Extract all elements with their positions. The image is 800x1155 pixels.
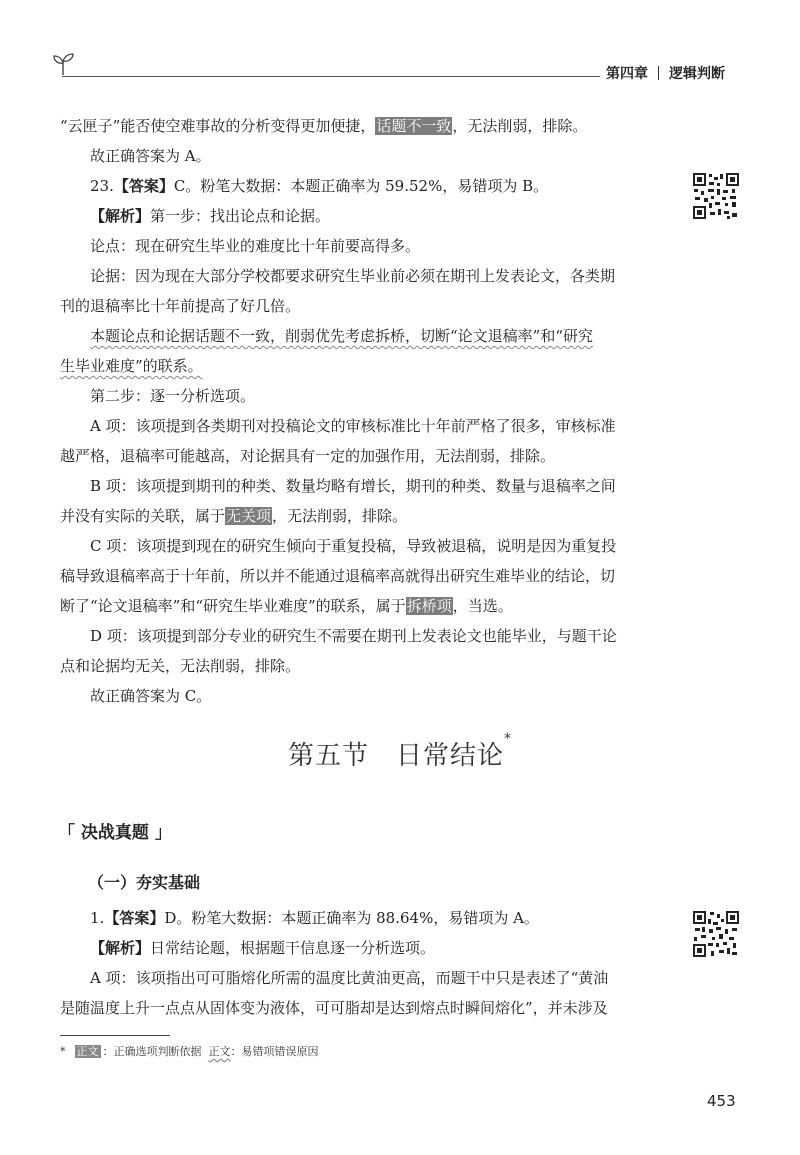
highlight-term: 话题不一致 bbox=[376, 117, 452, 135]
text-line: A 项：该项提到各类期刊对投稿论文的审核标准比十年前严格了很多，审核标准 bbox=[90, 417, 616, 435]
box-title: 「 决战真题 」 bbox=[58, 823, 172, 843]
footnote: * 正文 ：正确选项判断依据 正文：易错项错误原因 bbox=[60, 1045, 319, 1058]
highlight-term: 拆桥项 bbox=[406, 597, 452, 615]
text-line: C 项：该项提到现在的研究生倾向于重复投稿，导致被退稿，说明是因为重复投 bbox=[90, 537, 617, 555]
text-line: D 项：该项提到部分专业的研究生不需要在期刊上发表论文也能毕业，与题干论 bbox=[90, 627, 617, 645]
footnote-wavy-sample: 正文 bbox=[208, 1045, 231, 1058]
question-answer-line: 1.【答案】D。粉笔大数据：本题正确率为 88.64%，易错项为 A。 bbox=[90, 909, 539, 927]
text-line: B 项：该项提到期刊的种类、数量均略有增长，期刊的种类、数量与退稿率之间 bbox=[90, 477, 616, 495]
running-header bbox=[606, 63, 725, 83]
section-title: 第五节 日常结论* bbox=[287, 731, 512, 771]
question-answer-line: 23.【答案】C。粉笔大数据：本题正确率为 59.52%，易错项为 B。 bbox=[90, 177, 549, 195]
page-number: 453 bbox=[707, 1092, 736, 1110]
answer-tag: 【答案】 bbox=[104, 909, 165, 927]
leaf-sprout-icon bbox=[52, 52, 74, 76]
answer-tag: 【答案】 bbox=[113, 177, 174, 195]
text-line: A 项：该项指出可可脂熔化所需的温度比黄油更高，而题干中只是表述了“黄油 bbox=[90, 969, 609, 987]
analysis-tag: 【解析】 bbox=[90, 939, 151, 957]
text-line: “云匣子”能否使空难事故的分析变得更加便捷，话题不一致，无法削弱，排除。 bbox=[60, 117, 588, 135]
text-line: 并没有实际的关联，属于无关项，无法削弱，排除。 bbox=[60, 507, 408, 525]
text-line: 点和论据均无关，无法削弱，排除。 bbox=[60, 657, 301, 675]
chapter-label: 第四章 bbox=[606, 66, 648, 82]
text-line: 稿导致退稿率高于十年前，所以并不能通过退稿率高就得出研究生难毕业的结论，切 bbox=[60, 567, 616, 585]
answer-conclusion: 故正确答案为 C。 bbox=[90, 687, 212, 705]
text-line: 越严格，退稿率可能越高，对论据具有一定的加强作用，无法削弱，排除。 bbox=[60, 447, 556, 465]
qr-code-icon bbox=[692, 172, 740, 220]
text-line-underlined: 生毕业难度”的联系。 bbox=[60, 357, 203, 375]
answer-conclusion: 故正确答案为 A。 bbox=[90, 147, 211, 165]
footnote-rule bbox=[60, 1035, 170, 1036]
footnote-marker: * bbox=[504, 731, 512, 747]
chapter-title: 逻辑判断 bbox=[669, 66, 725, 82]
qr-code-icon bbox=[692, 910, 740, 958]
text-line-underlined: 本题论点和论据话题不一致，削弱优先考虑拆桥，切断“论文退稿率”和“研究 bbox=[90, 327, 594, 345]
text-line: 刊的退稿率比十年前提高了好几倍。 bbox=[60, 297, 301, 315]
sub-title: （一）夯实基础 bbox=[88, 873, 201, 892]
text-line: 论据：因为现在大部分学校都要求研究生毕业前必须在期刊上发表论文，各类期 bbox=[90, 267, 616, 285]
analysis-line: 【解析】第一步：找出论点和论据。 bbox=[90, 207, 331, 225]
analysis-line: 【解析】日常结论题，根据题干信息逐一分析选项。 bbox=[90, 939, 436, 957]
highlight-term: 无关项 bbox=[226, 507, 272, 525]
text-line: 断了“论文退稿率”和“研究生毕业难度”的联系，属于拆桥项，当选。 bbox=[60, 597, 513, 615]
text-line: 第二步：逐一分析选项。 bbox=[90, 387, 256, 405]
analysis-tag: 【解析】 bbox=[90, 207, 151, 225]
footnote-highlight-sample: 正文 bbox=[76, 1045, 99, 1058]
text-line: 是随温度上升一点点从固体变为液体，可可脂却是达到熔点时瞬间熔化”，并未涉及 bbox=[60, 999, 608, 1017]
text-line: 论点：现在研究生毕业的难度比十年前要高得多。 bbox=[90, 237, 421, 255]
header-rule bbox=[62, 76, 600, 77]
